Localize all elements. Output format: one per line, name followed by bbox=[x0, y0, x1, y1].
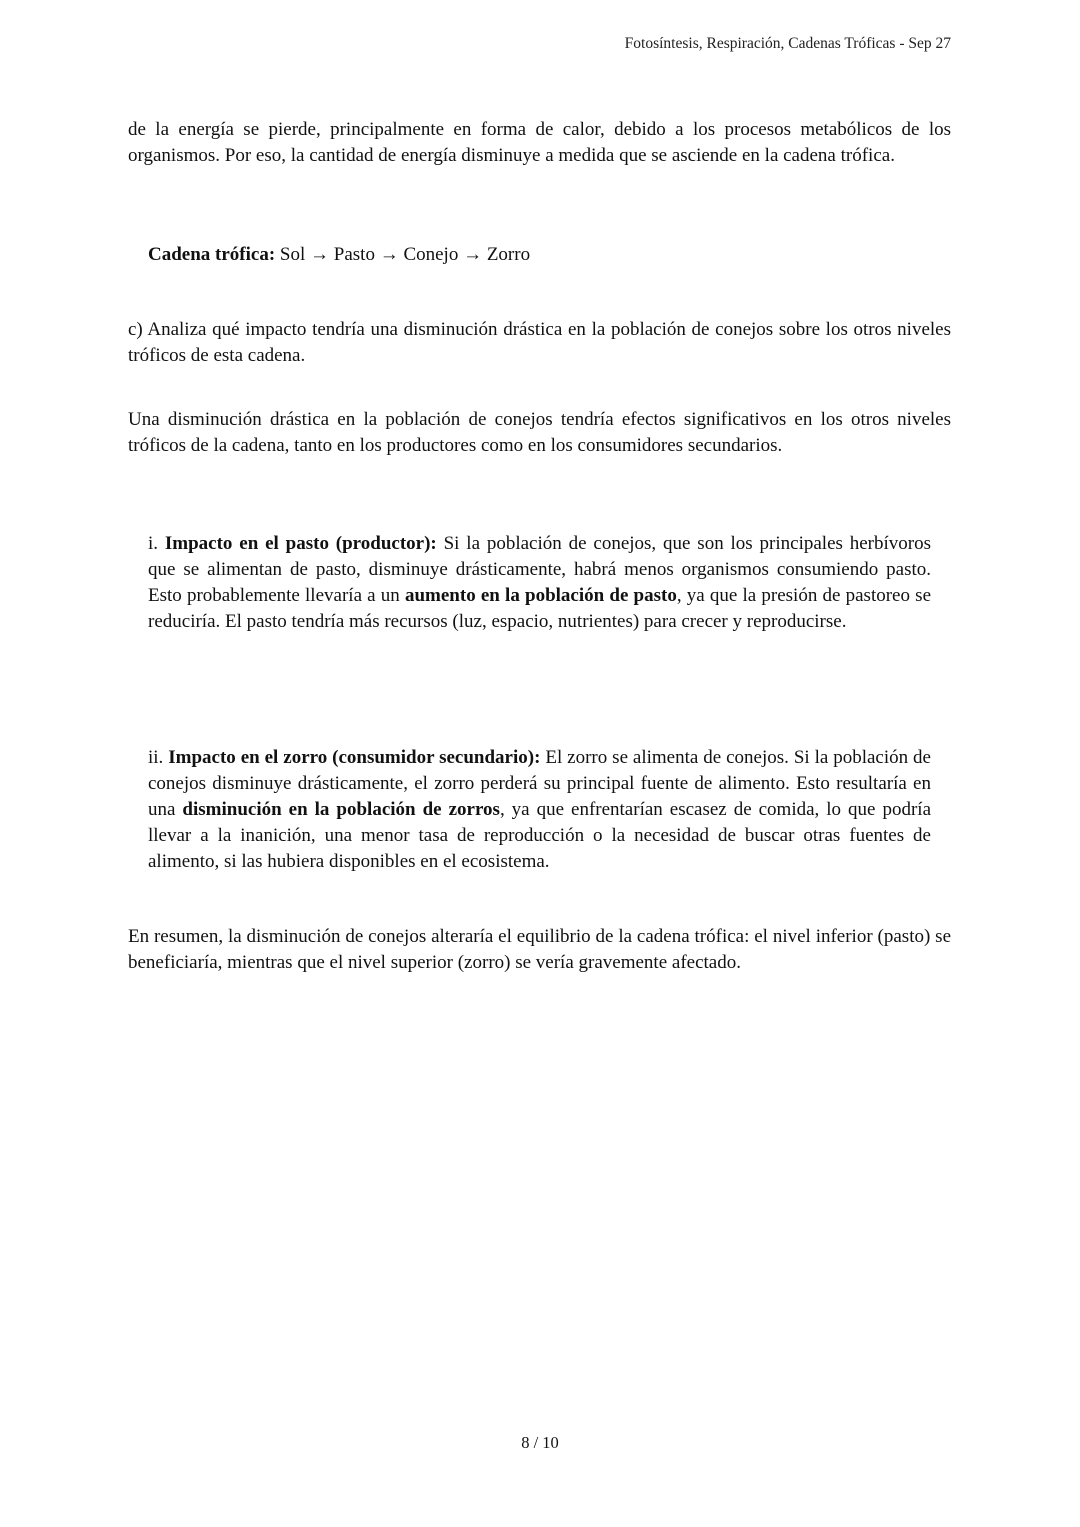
item-text: , ya que la presión de pastoreo se reduciría. El pasto tendría más recursos (luz, espacio, nutrientes) para crecer y reproducirse. bbox=[148, 585, 932, 632]
intro-paragraph: de la energía se pierde, principalmente en forma de calor, debido a los procesos metabólicos de los organismos. Por eso, la cantidad de energía disminuye a medida que se asciende en la cadena trófica. bbox=[128, 119, 951, 166]
item-number: ii. bbox=[148, 747, 164, 768]
food-chain-text: Sol → Pasto → Conejo → Zorro bbox=[279, 244, 531, 265]
summary-paragraph: En resumen, la disminución de conejos alteraría el equilibrio de la cadena trófica: el nivel inferior (pasto) se beneficiaría, mientras que el nivel superior (zorro) se vería gravemente afectado. bbox=[128, 926, 951, 973]
page-number: 8 / 10 bbox=[521, 1433, 559, 1452]
impact-item-grass bbox=[148, 531, 931, 635]
answer-intro: Una disminución drástica en la población de conejos tendría efectos significativos en los otros niveles tróficos de la cadena, tanto en los productores como en los consumidores secundarios. bbox=[128, 409, 951, 456]
item-text: , ya que enfrentarían escasez de comida, lo que podría llevar a la inanición, una menor tasa de reproducción o la necesidad de buscar otras fuentes de alimento, si las hubiera disponibles en el ecosistema. bbox=[148, 799, 931, 872]
food-chain-label: Cadena trófica: bbox=[148, 244, 276, 265]
food-chain-line bbox=[148, 242, 931, 268]
question-c: c) Analiza qué impacto tendría una disminución drástica en la población de conejos sobre los otros niveles tróficos de esta cadena. bbox=[128, 319, 951, 366]
item-title: Impacto en el zorro (consumidor secundario): bbox=[168, 747, 541, 768]
item-emphasis: aumento en la población de pasto bbox=[404, 585, 677, 606]
running-header: Fotosíntesis, Respiración, Cadenas Tróficas - Sep 27 bbox=[624, 35, 951, 52]
item-text: Si la población de conejos, que son los principales herbívoros que se alimentan de pasto, disminuye drásticamente, habrá menos organismos consumiendo pasto. Esto probablemente llevaría a un bbox=[148, 533, 932, 606]
item-text: El zorro se alimenta de conejos. Si la población de conejos disminuye drásticamente, el zorro perderá su principal fuente de alimento. Esto resultaría en una bbox=[148, 747, 931, 820]
item-emphasis: disminución en la población de zorros bbox=[182, 799, 500, 820]
item-title: Impacto en el pasto (productor): bbox=[164, 533, 437, 554]
item-number: i. bbox=[148, 533, 159, 554]
impact-item-fox bbox=[148, 745, 931, 875]
